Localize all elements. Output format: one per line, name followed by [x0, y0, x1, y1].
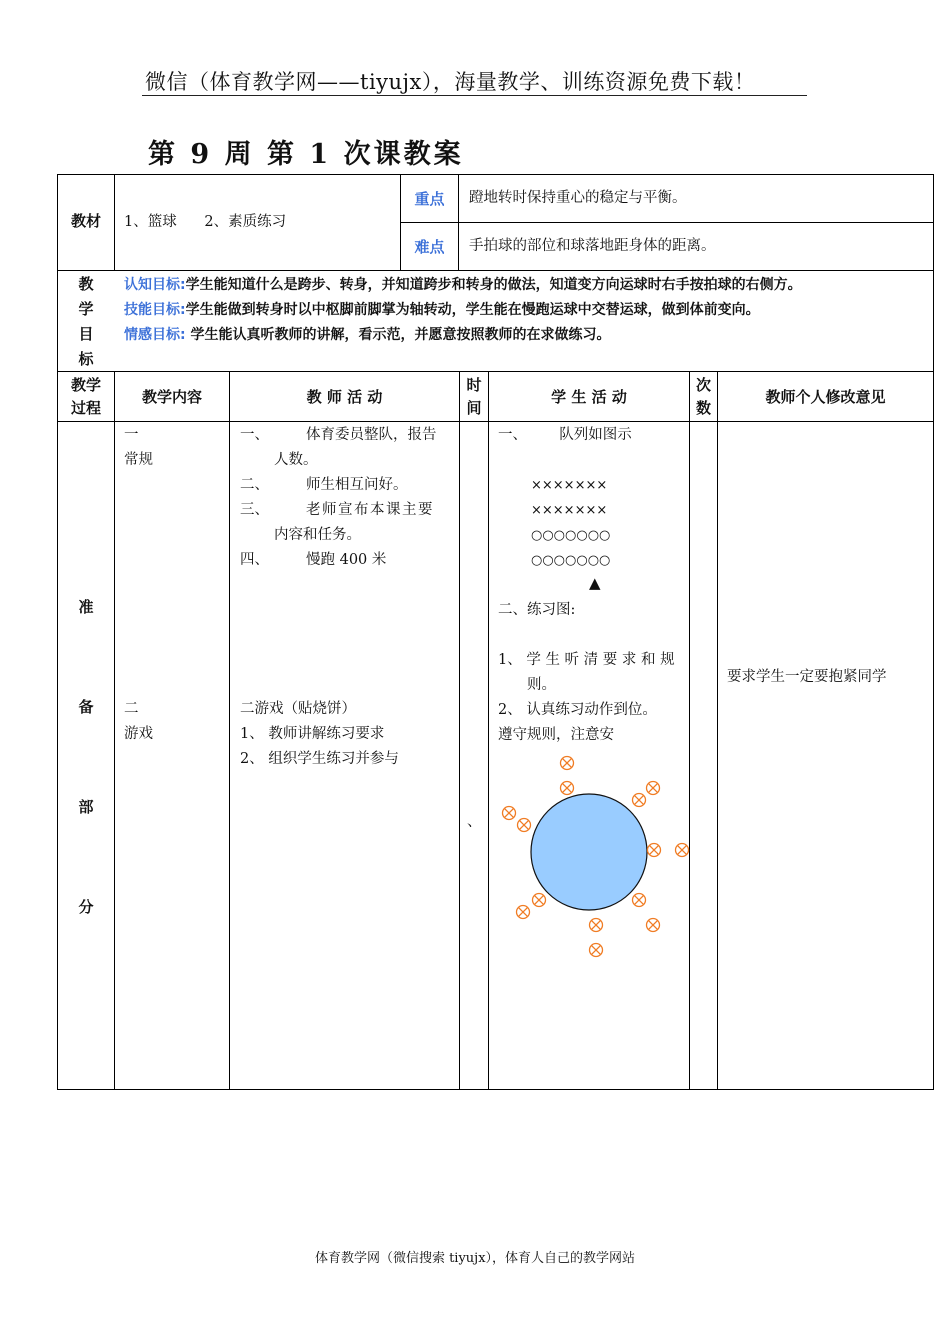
player-marker-icon	[517, 906, 530, 919]
player-marker-icon	[561, 757, 574, 770]
content-game-text: 游戏	[124, 726, 153, 742]
teacher-position-icon: ▲	[589, 574, 601, 592]
teacher-item-num: 三、	[240, 502, 269, 518]
col-header-count	[690, 374, 717, 420]
game-circle	[531, 794, 647, 910]
player-marker-icon	[533, 894, 546, 907]
table-row-divider	[57, 421, 934, 422]
student-formation-title: 一、 队列如图示	[498, 427, 632, 443]
player-marker-icon	[590, 919, 603, 932]
section-char: 分	[78, 898, 94, 916]
teacher-item	[240, 498, 455, 523]
section-char: 备	[78, 698, 94, 716]
col-header-count-line: 次	[695, 376, 711, 394]
teacher-item	[240, 473, 455, 498]
col-header-process-line: 教学	[70, 376, 101, 394]
formation-row: ×××××××	[531, 478, 608, 493]
player-marker-icon	[633, 794, 646, 807]
col-header-count-line: 数	[695, 399, 711, 417]
player-marker-icon	[676, 844, 689, 857]
section-char: 部	[78, 798, 94, 816]
table-row-divider	[400, 222, 934, 223]
teacher-item-cont: 内容和任务。	[274, 527, 361, 543]
col-header-notes: 教师个人修改意见	[765, 388, 886, 406]
content-routine-text: 常规	[124, 452, 153, 468]
player-marker-icon	[518, 819, 531, 832]
formation-row: ○○○○○○○	[531, 553, 611, 568]
table-col-divider	[689, 371, 690, 1090]
content-routine-num: 一	[124, 427, 139, 443]
page-header: 微信（体育教学网——tiyujx），海量教学、训练资源免费下载！	[145, 70, 756, 94]
teacher-item-num: 一、	[240, 427, 269, 443]
material-label: 教材	[70, 212, 101, 230]
formation-row: ×××××××	[531, 503, 608, 518]
key-point-text: 蹬地转时保持重心的稳定与平衡。	[469, 190, 687, 206]
table-row-divider	[57, 371, 934, 372]
goal-affective	[124, 323, 930, 348]
teacher-item-text: 老师宣布本课主要	[306, 502, 434, 518]
table-col-divider	[488, 371, 489, 1090]
goal-prefix: 技能目标:	[124, 302, 186, 318]
goal-prefix: 认知目标:	[124, 277, 186, 293]
goal-skill	[124, 298, 930, 323]
table-col-divider	[458, 174, 459, 271]
col-header-process-line: 过程	[70, 399, 101, 417]
teacher-item-num: 四、	[240, 552, 269, 568]
goals-label	[58, 272, 114, 372]
teacher-item-text: 师生相互问好。	[306, 477, 408, 493]
teacher-item-text: 慢跑 400 米	[306, 552, 387, 568]
table-col-divider	[229, 371, 230, 1090]
student-item-text: 遵守规则，注意安	[498, 727, 614, 743]
player-marker-icon	[590, 944, 603, 957]
teacher-item-num: 二、	[240, 477, 269, 493]
teacher-game	[240, 697, 455, 772]
section-char: 准	[78, 598, 94, 616]
page-title: 第 9 周 第 1 次课教案	[148, 139, 464, 170]
table-row-divider	[57, 270, 934, 271]
student-item-text: 2、 认真练习动作到位。	[498, 702, 657, 718]
col-header-time-line: 间	[466, 399, 482, 417]
table-col-divider	[459, 371, 460, 1090]
player-marker-icon	[647, 782, 660, 795]
goals-label-char: 学	[78, 300, 94, 318]
player-marker-icon	[648, 844, 661, 857]
teacher-game-title: 二游戏（贴烧饼）	[240, 701, 356, 717]
table-border-right	[933, 174, 934, 1090]
table-col-divider	[114, 174, 115, 271]
student-item-text: 1、 学 生 听 清 要 求 和 规	[498, 652, 675, 668]
header-underline	[142, 95, 807, 96]
col-header-teacher: 教 师 活 动	[306, 388, 383, 406]
content-routine	[124, 423, 153, 473]
teacher-game-item: 2、 组织学生练习并参与	[240, 751, 399, 767]
student-item-cont: 则。	[527, 677, 556, 693]
goal-text: 学生能做到转身时以中枢脚前脚掌为轴转动，学生能在慢跑运球中交替运球，做到体前变向。	[185, 302, 760, 318]
teacher-game-item: 1、 教师讲解练习要求	[240, 726, 385, 742]
goal-prefix: 情感目标:	[124, 327, 186, 343]
formation-row: ○○○○○○○	[531, 528, 611, 543]
content-game	[124, 697, 153, 747]
table-col-divider	[114, 371, 115, 1090]
player-marker-icon	[633, 894, 646, 907]
game-diagram	[489, 750, 699, 965]
teacher-item-text: 体育委员整队，报告	[306, 427, 437, 443]
col-header-time	[460, 374, 488, 420]
time-mark: 、	[467, 814, 482, 830]
player-marker-icon	[647, 919, 660, 932]
table-border-bottom	[57, 1089, 934, 1090]
student-items	[498, 648, 684, 748]
teacher-item-cont: 人数。	[274, 452, 318, 468]
goal-text: 学生能认真听教师的讲解，看示范，并愿意按照教师的在求做练习。	[185, 327, 611, 343]
goals-label-char: 教	[78, 275, 94, 293]
teacher-item	[240, 548, 455, 573]
table-col-divider	[717, 371, 718, 1090]
table-border-top	[57, 174, 934, 175]
goals-label-char: 标	[78, 350, 94, 368]
col-header-student: 学 生 活 动	[551, 388, 627, 406]
material-content: 1、篮球 2、素质练习	[124, 214, 287, 230]
formation-diagram	[531, 473, 610, 573]
teacher-activities	[240, 423, 455, 573]
content-game-num: 二	[124, 701, 139, 717]
player-marker-icon	[503, 807, 516, 820]
teacher-item	[240, 423, 455, 448]
col-header-time-line: 时	[466, 376, 482, 394]
teacher-notes: 要求学生一定要抱紧同学	[727, 669, 887, 685]
difficulty-text: 手拍球的部位和球落地距身体的距离。	[469, 238, 716, 254]
player-marker-icon	[561, 782, 574, 795]
page-footer: 体育教学网（微信搜索 tiyujx），体育人自己的教学网站	[314, 1251, 636, 1266]
goal-cognitive	[124, 273, 930, 298]
goals-label-char: 目	[78, 325, 94, 343]
key-point-label: 重点	[414, 190, 445, 208]
col-header-content: 教学内容	[141, 388, 202, 406]
col-header-process	[58, 374, 114, 420]
goals-list	[124, 273, 930, 348]
difficulty-label: 难点	[414, 238, 445, 256]
student-practice-title: 二、练习图:	[498, 602, 576, 618]
goal-text: 学生能知道什么是跨步、转身，并知道跨步和转身的做法，知道变方向运球时右手按拍球的右侧方。	[185, 277, 802, 293]
